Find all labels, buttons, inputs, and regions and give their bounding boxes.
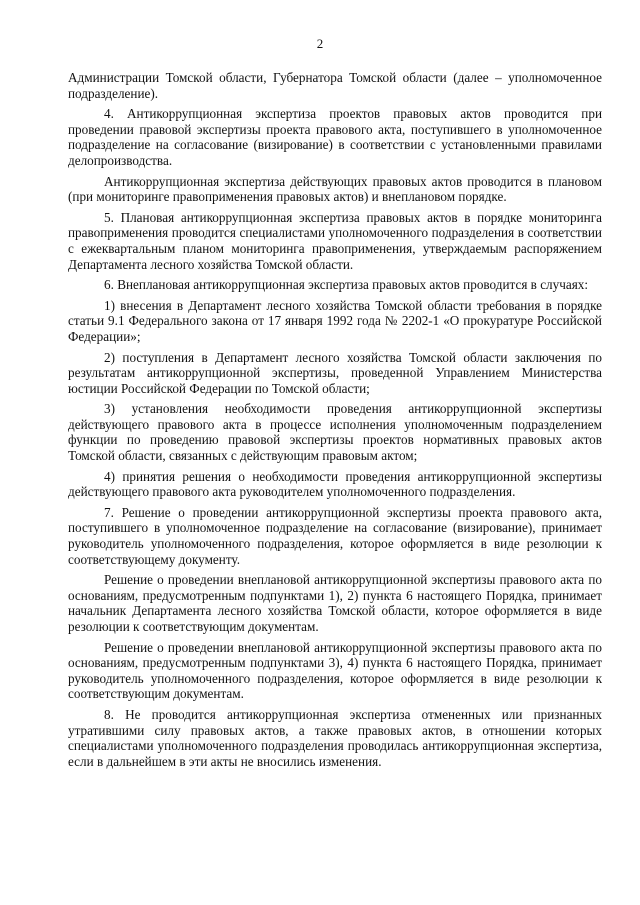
page-number: 2: [316, 36, 324, 51]
paragraph-subitem-2: 2) поступления в Департамент лесного хозяйства Томской области заключения по результатам антикоррупционной экспертизы, проведенной Управлением Министерства юстиции Российской Федерации по Томской области;: [68, 349, 602, 396]
paragraph-subitem-3: 3) установления необходимости проведения антикоррупционной экспертизы действующего правового акта в процессе исполнения уполномоченным подразделением функции по проведению правовой экспертизы проектов нормативных правовых актов Томской области, связанных с действующим правовым актом;: [68, 401, 602, 464]
paragraph-subitem-1: 1) внесения в Департамент лесного хозяйства Томской области требования в порядке статьи 9.1 Федерального закона от 17 января 1992 года № 2202-1 «О прокуратуре Российской Федерации»;: [68, 297, 602, 344]
paragraph-item-8: 8. Не проводится антикоррупционная экспертиза отмененных или признанных утратившими силу правовых актов, а также правовых актов, в отношении которых специалистами уполномоченного подразделения проводилась антикоррупционная экспертиза, если в дальнейшем в эти акты не вносились изменения.: [68, 706, 602, 769]
paragraph-item-5: 5. Плановая антикоррупционная экспертиза правовых актов в порядке мониторинга правоприменения проводится специалистами уполномоченного подразделения в соответствии с ежеквартальным планом мониторинга правоприменения, утверждаемым распоряжением Департамента лесного хозяйства Томской области.: [68, 209, 602, 272]
paragraph-decision-unscheduled-1: Решение о проведении внеплановой антикоррупционной экспертизы правового акта по основаниям, предусмотренным подпунктами 1), 2) пункта 6 настоящего Порядка, принимает начальник Департамента лесного хозяйства Томской области, которое оформляется в виде резолюции к соответствующим документам.: [68, 572, 602, 634]
document-body: [68, 70, 602, 774]
paragraph-item-4: 4. Антикоррупционная экспертиза проектов правовых актов проводится при проведении правовой экспертизы проекта правового акта, поступившего в уполномоченное подразделение на согласование (визирование) в соответствии с установленными правилами делопроизводства.: [68, 106, 602, 168]
paragraph-item-7: 7. Решение о проведении антикоррупционной экспертизы проекта правового акта, поступившего в уполномоченное подразделение на согласование (визирование), принимает руководитель уполномоченного подразделения, которое оформляется в виде резолюции к соответствующему документу.: [68, 504, 602, 567]
paragraph-existing-acts: Антикоррупционная экспертиза действующих правовых актов проводится в плановом (при мониторинге правоприменения правовых актов) и внеплановом порядке.: [68, 173, 602, 205]
paragraph-continuation: Администрации Томской области, Губернатора Томской области (далее – уполномоченное подразделение).: [68, 70, 602, 101]
paragraph-decision-unscheduled-2: Решение о проведении внеплановой антикоррупционной экспертизы правового акта по основаниям, предусмотренным подпунктами 3), 4) пункта 6 настоящего Порядка, принимает руководитель уполномоченного подразделения, которое оформляется в виде резолюции к соответствующим документам.: [68, 639, 602, 702]
paragraph-subitem-4: 4) принятия решения о необходимости проведения антикоррупционной экспертизы действующего правового акта руководителем уполномоченного подразделения.: [68, 468, 602, 500]
paragraph-item-6: 6. Внеплановая антикоррупционная экспертиза правовых актов проводится в случаях:: [104, 277, 589, 293]
